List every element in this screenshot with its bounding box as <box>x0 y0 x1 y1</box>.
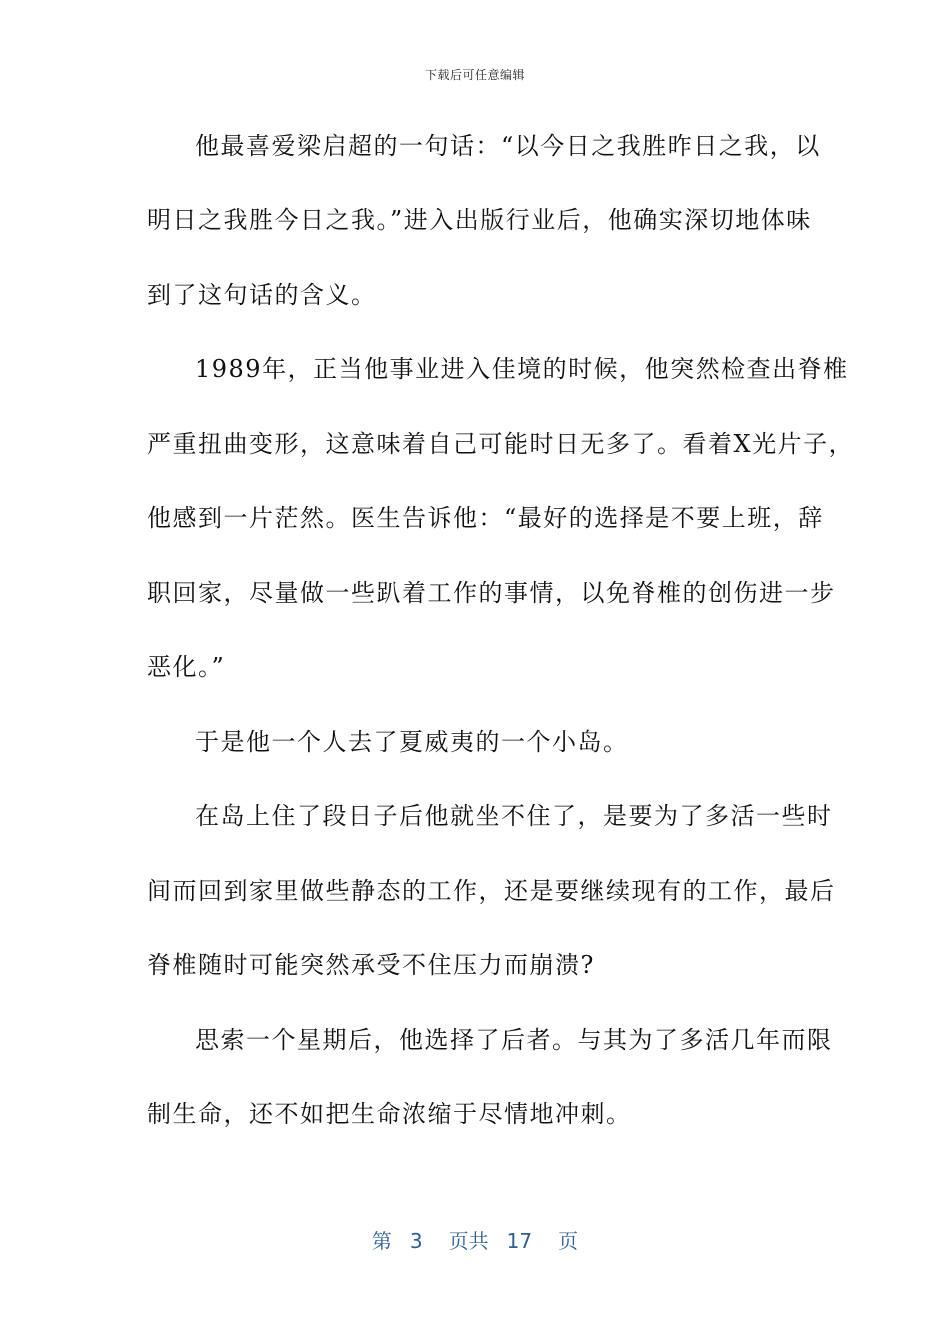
text-line: 他感到一片茫然。医生告诉他：“最好的选择是不要上班，辞 <box>147 504 824 532</box>
text-line: 到了这句话的含义。 <box>147 281 377 309</box>
footer-total-pages: 17 <box>506 1229 533 1253</box>
text-line: 制生命，还不如把生命浓缩于尽情地冲刺。 <box>147 1100 632 1128</box>
text-line: 明日之我胜今日之我。”进入出版行业后，他确实深切地体味 <box>147 206 812 234</box>
text-line: 在岛上住了段日子后他就坐不住了，是要为了多活一些时 <box>195 802 833 830</box>
text-line: 于是他一个人去了夏威夷的一个小岛。 <box>195 728 629 756</box>
footer-middle: 页共 <box>448 1229 489 1253</box>
page-footer <box>0 1225 950 1254</box>
text-line: 思索一个星期后，他选择了后者。与其为了多活几年而限 <box>195 1026 833 1054</box>
footer-prefix: 第 <box>371 1229 392 1253</box>
text-line: 他最喜爱梁启超的一句话：“以今日之我胜昨日之我，以 <box>195 132 821 160</box>
text-line: 严重扭曲变形，这意味着自己可能时日无多了。看着X光片子， <box>147 430 855 458</box>
text-line: 间而回到家里做些静态的工作，还是要继续现有的工作，最后 <box>147 877 836 905</box>
text-line: 脊椎随时可能突然承受不住压力而崩溃? <box>147 951 595 979</box>
page-header: 下载后可任意编辑 <box>424 68 525 82</box>
text-line: 职回家，尽量做一些趴着工作的事情，以免脊椎的创伤进一步 <box>147 579 836 607</box>
footer-suffix: 页 <box>558 1229 579 1253</box>
footer-page-number: 3 <box>409 1229 423 1253</box>
text-line: 恶化。” <box>147 653 226 681</box>
text-line: 1989年，正当他事业进入佳境的时候，他突然检查出脊椎 <box>195 355 849 383</box>
